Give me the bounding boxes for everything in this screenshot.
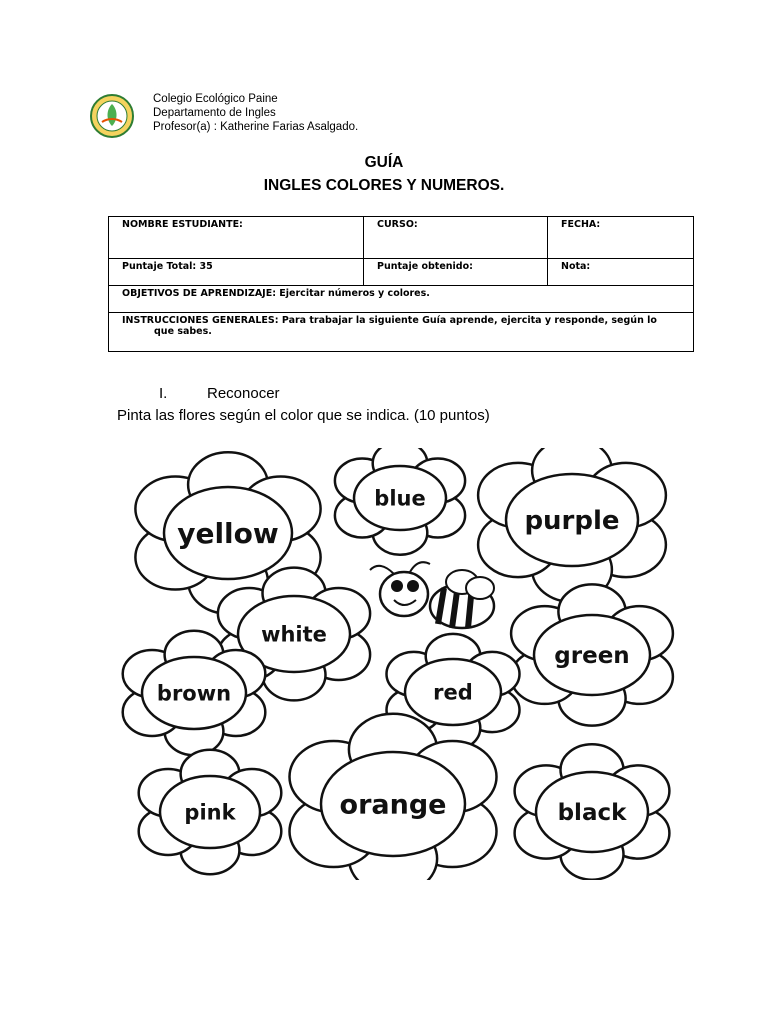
- flower-blue[interactable]: [335, 448, 465, 555]
- section-number: I.: [159, 385, 168, 402]
- flower-label-green: green: [554, 643, 630, 670]
- flower-label-pink: pink: [184, 800, 236, 825]
- flower-label-yellow: yellow: [177, 516, 279, 550]
- flower-green[interactable]: [511, 584, 673, 725]
- obtained-score-field[interactable]: Puntaje obtenido:: [364, 259, 548, 286]
- student-info-table: [108, 216, 694, 352]
- flower-purple[interactable]: [478, 448, 666, 602]
- department-name: Departamento de Ingles: [153, 107, 276, 119]
- general-instructions: [109, 313, 694, 352]
- instructions-line-2: que sabes.: [154, 326, 212, 337]
- grade-field[interactable]: Nota:: [548, 259, 694, 286]
- flower-label-brown: brown: [156, 681, 232, 706]
- flower-black[interactable]: [515, 744, 670, 879]
- flower-label-black: black: [557, 800, 627, 827]
- date-field[interactable]: FECHA:: [548, 217, 694, 259]
- school-name: Colegio Ecológico Paine: [153, 93, 278, 105]
- flower-label-red: red: [433, 680, 473, 705]
- bee-icon: [370, 562, 494, 628]
- flower-label-blue: blue: [374, 486, 426, 511]
- flower-label-white: white: [261, 622, 327, 647]
- flower-label-purple: purple: [524, 506, 620, 537]
- school-seal-icon: [90, 94, 134, 138]
- flower-coloring-illustration: [112, 448, 680, 880]
- page-subtitle: INGLES COLORES Y NUMEROS.: [263, 177, 505, 194]
- section-title: Reconocer: [207, 385, 280, 402]
- student-name-field[interactable]: NOMBRE ESTUDIANTE:: [109, 217, 364, 259]
- learning-objectives: OBJETIVOS DE APRENDIZAJE: Ejercitar números y colores.: [109, 286, 694, 313]
- section-instruction: Pinta las flores según el color que se indica. (10 puntos): [117, 407, 490, 424]
- instructions-line-1: INSTRUCCIONES GENERALES: Para trabajar la siguiente Guía aprende, ejercita y responde, según lo: [122, 315, 657, 326]
- total-score: Puntaje Total: 35: [109, 259, 364, 286]
- page-title: GUÍA: [364, 154, 404, 171]
- flower-label-orange: orange: [339, 789, 447, 821]
- school-header: [153, 92, 358, 134]
- course-field[interactable]: CURSO:: [364, 217, 548, 259]
- teacher-name: Profesor(a) : Katherine Farias Asalgado.: [153, 121, 359, 133]
- flower-pink[interactable]: [139, 750, 282, 874]
